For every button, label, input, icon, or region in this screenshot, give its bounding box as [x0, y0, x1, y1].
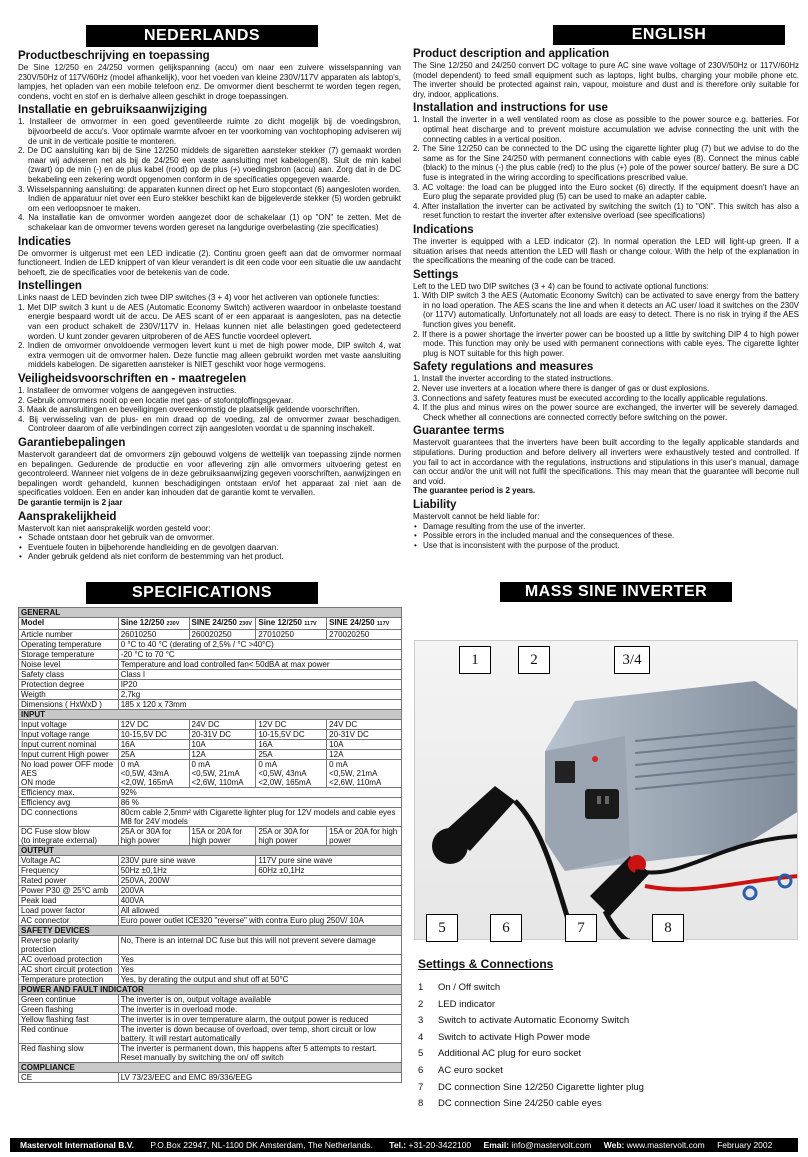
list-item: 4 Switch to activate High Power mode: [418, 1031, 591, 1043]
spec-cell: Weigth: [19, 690, 119, 700]
spec-row: [19, 618, 402, 630]
list-item: 2. Gebruik omvormers nooit op een locatie met gas- of stofontploffingsgevaar.: [18, 395, 294, 405]
spec-row: [19, 1005, 402, 1015]
spec-row: [19, 1015, 402, 1025]
spec-row: [19, 798, 402, 808]
spec-row: [19, 690, 402, 700]
spec-cell: 12A: [327, 750, 402, 760]
list-item: 2. The Sine 12/250 can be connected to the DC using the cigarette lighter plug (7) but we advise to do the same as for the Sine 24/250 with permanent connections with cable eyes (8). Connect the minus cable (black) to the minus (-) the plus cable (red) to the plus (+) pole of the power source/ battery. Be sure a DC fuse is integrated in the wiring according to specifications prescribed value.: [413, 144, 799, 182]
list-item: • Schade ontstaan door het gebruik van de omvormer.: [18, 533, 401, 543]
spec-row: [19, 640, 402, 650]
spec-cell: 80cm cable 2,5mm² with Cigarette lighter plug for 12V models and cable eyes M8 for 24V models: [118, 808, 401, 827]
list-item: 3. Connections and safety features must be executed according to the locally applicable regulations.: [413, 393, 768, 403]
spec-cell: 27010250: [256, 630, 327, 640]
en-title-bar: ENGLISH: [553, 25, 785, 45]
settings-connections-heading: Settings & Connections: [418, 957, 554, 971]
spec-cell: Load power factor: [19, 906, 119, 916]
footer-web[interactable]: www.mastervolt.com: [626, 1140, 705, 1150]
spec-cell: The inverter is in over temperature alarm, the output power is reduced: [118, 1015, 401, 1025]
spec-cell: No load power OFF mode AES ON mode: [19, 760, 119, 788]
spec-cell: [118, 618, 189, 630]
spec-cell: Yes: [118, 955, 401, 965]
spec-row: [19, 730, 402, 740]
spec-cell: Green continue: [19, 995, 119, 1005]
en-desc-heading: Product description and application: [413, 48, 610, 60]
list-item: 4. Na installatie kan de omvormer worden aangezet door de schakelaar (1) op "ON" te zetten. Met de schakelaar kan de omvormer tevens worden gereset na langdurige overbelasting (zie specificaties): [18, 213, 401, 232]
spec-cell: COMPLIANCE: [19, 1063, 402, 1073]
spec-cell: AC connector: [19, 916, 119, 926]
spec-cell: AC overload protection: [19, 955, 119, 965]
spec-row: [19, 650, 402, 660]
spec-cell: Article number: [19, 630, 119, 640]
spec-row: [19, 866, 402, 876]
callout-2: 2: [518, 646, 550, 674]
spec-row: [19, 670, 402, 680]
list-item: 3. Wisselspanning aansluiting: de apparaten kunnen direct op het Euro stopcontact (6) aangesloten worden. Indien de apparatuur niet over een Euro stekker beschikt kan de bijgeleverde stekker (5) worden gebruikt om een verloopsnoer te maken.: [18, 184, 401, 213]
spec-cell: 250VA, 200W: [118, 876, 401, 886]
spec-cell: Reverse polarity protection: [19, 936, 119, 955]
spec-cell: 20-31V DC: [327, 730, 402, 740]
spec-cell: Safety class: [19, 670, 119, 680]
spec-cell: Input current nominal: [19, 740, 119, 750]
on-off-switch-icon: [555, 761, 575, 783]
en-install-list: [413, 115, 799, 221]
footer-email[interactable]: info@mastervolt.com: [511, 1140, 592, 1150]
spec-cell: 15A or 20A for high power: [189, 827, 256, 846]
spec-cell: Euro power outlet ICE320 "reverse" with contra Euro plug 250V/ 10A: [118, 916, 401, 926]
footer-tel: +31-20-3422100: [408, 1140, 472, 1150]
footer-company: Mastervolt International B.V.: [20, 1140, 134, 1150]
callout-7: 7: [565, 914, 597, 942]
spec-cell: 16A: [256, 740, 327, 750]
list-item: 1. Installeer de omvormer in een goed geventileerde ruimte zo dicht mogelijk bij de voedingsbron, bijvoorbeeld de accu's. Voor optimale warmte afvoer en ter voorkoming van vochtophoping adviseren wij de unit in de verticale positie te monteren.: [18, 117, 401, 146]
list-item: 1. With DIP switch 3 the AES (Automatic Economy Switch) can be activated to save energy from the battery in no load operation. The AES scans the line and when it detects an AC user/ load it switches on the 230V (or 117V) automatically. Unfortunately not all loads are easy to detect. There is no risk in trying if the AES function gives you benefit.: [413, 291, 799, 330]
spec-cell: Input voltage range: [19, 730, 119, 740]
spec-cell: 25A: [118, 750, 189, 760]
spec-row: [19, 660, 402, 670]
spec-title-bar: SPECIFICATIONS: [86, 582, 318, 604]
spec-cell: 92%: [118, 788, 401, 798]
list-item: • Damage resulting from the use of the inverter.: [413, 522, 799, 532]
spec-cell: CE: [19, 1073, 119, 1083]
list-item: • Eventuele fouten in bijbehorende handleiding en de gevolgen daarvan.: [18, 543, 401, 553]
spec-row: [19, 975, 402, 985]
spec-cell: Temperature protection: [19, 975, 119, 985]
footer-address: P.O.Box 22947, NL-1100 DK Amsterdam, The Netherlands.: [150, 1140, 373, 1150]
spec-row: [19, 710, 402, 720]
spec-cell: DC connections: [19, 808, 119, 827]
nl-guarantee-heading: Garantiebepalingen: [18, 437, 126, 449]
nl-desc-heading: Productbeschrijving en toepassing: [18, 50, 210, 62]
model-name: SINE 24/250: [191, 618, 237, 627]
nl-settings-heading: Instellingen: [18, 280, 82, 293]
list-item: 2. De DC aansluiting kan bij de Sine 12/250 middels de sigaretten aansteker stekker (7) gemaakt worden maar wij adviseren net als bij de 24/250 een vaste aansluiting met kabelogen(8). Sluit de min kabel (zwart) op de min (-) en de plus kabel (rood) op de plus (+) voedingsbron (accu) aan. Zorg dat in de DC bekabeling een zekering wordt opgenomen conform in de specificaties opgegeven waarde.: [18, 146, 401, 184]
spec-cell: 20-31V DC: [189, 730, 256, 740]
nl-desc-text: De Sine 12/250 en 24/250 vormen gelijkspanning (accu) om naar een zuivere wisselspanning van 230V/50Hz of 117V/60Hz (model afhankelijk), voor het voeden van kleine 230V/117V apparaten als labtop's, lampjes, het opladen van een mobile telefoon enz. De omvormer dient beschermt te worden tegen regen, condens, vocht en stof en is derhalve alleen geschikt in droge toepassingen.: [18, 63, 401, 101]
nl-liability-text: Mastervolt kan niet aansprakelijk worden gesteld voor:: [18, 523, 211, 533]
spec-cell: Storage temperature: [19, 650, 119, 660]
footer-email-label: Email:: [483, 1140, 510, 1150]
spec-cell: Yellow flashing fast: [19, 1015, 119, 1025]
callout-6: 6: [490, 914, 522, 942]
spec-cell: INPUT: [19, 710, 402, 720]
spec-cell: 0 mA <0,5W, 43mA <2,0W, 165mA: [256, 760, 327, 788]
model-voltage: 117V: [376, 621, 390, 627]
euro-socket-icon: [585, 789, 619, 819]
spec-cell: 2,7kg: [118, 690, 401, 700]
spec-cell: POWER AND FAULT INDICATOR: [19, 985, 402, 995]
spec-cell: 0 mA <0,5W, 43mA <2,0W, 165mA: [118, 760, 189, 788]
settings-connections-list: [418, 980, 798, 1113]
model-voltage: 117V: [304, 621, 317, 627]
spec-cell: 24V DC: [327, 720, 402, 730]
spec-cell: Voltage AC: [19, 856, 119, 866]
list-item: 1. Installeer de omvormer volgens de aangegeven instructies.: [18, 386, 237, 396]
spec-cell: Yes: [118, 965, 401, 975]
spec-cell: Noise level: [19, 660, 119, 670]
list-item: 2. Never use inverters at a location where there is danger of gas or dust explosions.: [413, 384, 710, 394]
spec-row: [19, 808, 402, 827]
model-voltage: 230V: [166, 621, 180, 627]
model-voltage: 230V: [239, 621, 252, 627]
en-indications-text: The inverter is equipped with a LED indicator (2). In normal operation the LED will light-up green. If a situation arises that needs attention the LED will flash or change colour. With the help of the explanation in the specifications the meaning of the code can be traced.: [413, 236, 799, 266]
model-name: SINE 24/250: [329, 618, 375, 627]
en-desc-text: The Sine 12/250 and 24/250 convert DC voltage to pure AC sine wave voltage of 230V/50Hz or 117V/60Hz (model dependent) to feed small equipment such as laptops, light bulbs, charging your mobile phone etc. The inverter should be protected against rain, vapour, moisture and dust and is therefore only suitable for dry, indoor, applications.: [413, 61, 799, 99]
spec-cell: 24V DC: [189, 720, 256, 730]
spec-row: [19, 896, 402, 906]
spec-cell: The inverter is on, output voltage available: [118, 995, 401, 1005]
spec-cell: [327, 618, 402, 630]
spec-cell: -20 °C to 70 °C: [118, 650, 401, 660]
spec-cell: Power P30 @ 25°C amb: [19, 886, 119, 896]
spec-cell: 10A: [189, 740, 256, 750]
spec-row: [19, 720, 402, 730]
spec-row: [19, 965, 402, 975]
en-settings-text: Left to the LED two DIP switches (3 + 4) can be found to activate optional functions:: [413, 281, 709, 291]
spec-row: [19, 740, 402, 750]
list-item: 4. Bij verwisseling van de plus- en min draad op de voeding, zal de omvormer zwaar beschadigen. Controleer daarom of alle verbindingen correct zijn aangesloten voordat u de spanning inschakelt.: [18, 414, 401, 434]
spec-cell: 260020250: [189, 630, 256, 640]
model-name: Sine 12/250: [120, 618, 165, 627]
spec-cell: 12V DC: [118, 720, 189, 730]
spec-row: [19, 856, 402, 866]
spec-cell: Dimensions ( HxWxD ): [19, 700, 119, 710]
spec-cell: 25A or 30A for high power: [118, 827, 189, 846]
spec-cell: 0 mA <0,5W, 21mA <2,6W, 110mA: [189, 760, 256, 788]
spec-cell: SAFETY DEVICES: [19, 926, 402, 936]
spec-cell: Temperature and load controlled fan< 50dBA at max power: [118, 660, 401, 670]
en-liability-list: [413, 522, 799, 551]
spec-cell: 26010250: [118, 630, 189, 640]
footer-bar: [10, 1138, 798, 1152]
spec-row: [19, 916, 402, 926]
spec-cell: 50Hz ±0,1Hz: [118, 866, 256, 876]
list-item: 4. After installation the inverter can be activated by switching the switch (1) to "ON". This switch has also a reset function to restart the inverter after extensive overload (see specifications): [413, 201, 799, 221]
nl-liability-list: [18, 533, 401, 562]
en-guarantee-text: Mastervolt guarantees that the inverters have been built according to the legally applicable standards and stipulations. During production and before delivery all inverters were exhaustively tested and controlled. If you fail to act in accordance with the regulations, instructions and stipulations in this user's manual, damage can occur and/or the unit will not fulfil the specifications. This may mean that the guarantee will become null and void.: [413, 438, 799, 486]
spec-row: [19, 1044, 402, 1063]
spec-cell: 25A: [256, 750, 327, 760]
callout-8: 8: [652, 914, 684, 942]
spec-cell: 0 °C to 40 °C (derating of 2,5% / °C >40°C): [118, 640, 401, 650]
spec-row: [19, 827, 402, 846]
en-settings-list: [413, 291, 799, 358]
spec-cell: All allowed: [118, 906, 401, 916]
spec-cell: Efficiency max.: [19, 788, 119, 798]
spec-cell: Class I: [118, 670, 401, 680]
spec-cell: 86 %: [118, 798, 401, 808]
list-item: 3 Switch to activate Automatic Economy Switch: [418, 1015, 630, 1027]
list-item: 5 Additional AC plug for euro socket: [418, 1048, 582, 1060]
led-indicator-icon: [592, 756, 598, 762]
nl-indications-text: De omvormer is uitgerust met een LED indicatie (2). Continu groen geeft aan dat de omvormer normaal functioneert. Indien de LED knippert of van kleur verandert is dit een code voor een situatie die uw aandacht behoeft, zie de specificaties voor de betekenis van de code.: [18, 248, 401, 277]
spec-row: [19, 926, 402, 936]
spec-cell: 12A: [189, 750, 256, 760]
spec-cell: IP20: [118, 680, 401, 690]
spec-cell: DC Fuse slow blow (to integrate external): [19, 827, 119, 846]
spec-cell: The inverter is down because of overload, over temp, short circuit or low battery. It will restart automatically: [118, 1025, 401, 1044]
list-item: 6 AC euro socket: [418, 1064, 503, 1076]
spec-cell: Yes, by derating the output and shut off at 50°C: [118, 975, 401, 985]
spec-cell: 60Hz ±0,1Hz: [256, 866, 402, 876]
nl-guarantee-period: De garantie termijn is 2 jaar: [18, 497, 123, 507]
spec-cell: AC short circuit protection: [19, 965, 119, 975]
spec-row: [19, 680, 402, 690]
spec-row: [19, 995, 402, 1005]
spec-cell: LV 73/23/EEC and EMC 89/336/EEG: [118, 1073, 401, 1083]
spec-row: [19, 985, 402, 995]
inverter-photo: [414, 640, 798, 940]
nl-guarantee-text: Mastervolt garandeert dat de omvormers zijn gebouwd volgens de wettelijk van toepassing zijnde normen en bepalingen. Gedurende de productie en voor aflevering zijn alle omvormers uitvoering getest en gecontroleerd. Wanneer niet volgens de in deze gebruiksaanwijzing gegeven voorschriften, aanwijzingen en bepalingen wordt gehandeld, kunnen beschadigingen ontstaan en/of het apparaat zal niet aan de specificaties voldoen. Een en ander kan inhouden dat de garantie komt te vervallen.: [18, 450, 401, 498]
spec-cell: Model: [19, 618, 119, 630]
spec-cell: Input current High power: [19, 750, 119, 760]
nl-settings-text: Links naast de LED bevinden zich twee DIP switches (3 + 4) voor het activeren van optionele functies:: [18, 293, 380, 303]
spec-row: [19, 750, 402, 760]
spec-row: [19, 700, 402, 710]
footer-tel-label: Tel.:: [389, 1140, 407, 1150]
nl-install-list: [18, 117, 401, 232]
list-item: • Possible errors in the included manual and the consequences of these.: [413, 531, 799, 541]
nl-settings-list: [18, 303, 401, 370]
spec-row: [19, 955, 402, 965]
callout-3-4: 3/4: [614, 646, 650, 674]
spec-cell: 400VA: [118, 896, 401, 906]
spec-cell: 230V pure sine wave: [118, 856, 256, 866]
spec-cell: Green flashing: [19, 1005, 119, 1015]
list-item: 1. Install the inverter in a well ventilated room as close as possible to the power source e.g. batteries. For optimal heat discharge and to prevent moisture accumulation we advise connecting the unit with the connecting cables in a vertical position.: [413, 115, 799, 144]
list-item: 1 On / Off switch: [418, 982, 501, 993]
spec-cell: GENERAL: [19, 608, 402, 618]
en-guarantee-period: The guarantee period is 2 years.: [413, 486, 536, 496]
spec-row: [19, 876, 402, 886]
spec-cell: 10A: [327, 740, 402, 750]
spec-row: [19, 1063, 402, 1073]
spec-cell: Peak load: [19, 896, 119, 906]
nl-indications-heading: Indicaties: [18, 235, 72, 248]
en-settings-heading: Settings: [413, 268, 459, 281]
spec-cell: 185 x 120 x 73mm: [118, 700, 401, 710]
list-item: 2 LED indicator: [418, 998, 496, 1010]
en-indications-heading: Indications: [413, 223, 474, 236]
spec-cell: Red continue: [19, 1025, 119, 1044]
model-name: Sine 12/250: [258, 618, 302, 627]
list-item: 1. Install the inverter according to the stated instructions.: [413, 374, 614, 384]
spec-row: [19, 788, 402, 798]
list-item: 3. AC voltage: the load can be plugged into the Euro socket (6) directly. If the equipment doesn't have an Euro plug the separate provided plug (5) can be used to make an adapter cable.: [413, 182, 799, 202]
spec-table: [18, 607, 402, 1083]
spec-cell: [256, 618, 327, 630]
spec-cell: Protection degree: [19, 680, 119, 690]
nl-column: [18, 25, 401, 562]
nl-install-heading: Installatie en gebruiksaanwijziging: [18, 104, 208, 117]
list-item: 8 DC connection Sine 24/250 cable eyes: [418, 1098, 602, 1110]
spec-row: [19, 1025, 402, 1044]
mass-title-bar: MASS SINE INVERTER: [500, 582, 732, 602]
spec-cell: 10-15,5V DC: [256, 730, 327, 740]
footer-date: February 2002: [717, 1140, 773, 1150]
callout-5: 5: [426, 914, 458, 942]
nl-safety-list: [18, 386, 401, 434]
spec-row: [19, 1073, 402, 1083]
en-liability-text: Mastervolt cannot be held liable for:: [413, 511, 540, 521]
spec-cell: OUTPUT: [19, 846, 402, 856]
spec-cell: 16A: [118, 740, 189, 750]
spec-cell: 270020250: [327, 630, 402, 640]
spec-cell: Input voltage: [19, 720, 119, 730]
spec-row: [19, 846, 402, 856]
spec-cell: The inverter is permanent down, this happens after 5 attempts to restart. Reset manually by switching the on/ off switch: [118, 1044, 401, 1063]
spec-row: [19, 630, 402, 640]
spec-row: [19, 906, 402, 916]
list-item: • Use that is inconsistent with the purpose of the product.: [413, 541, 799, 551]
spec-cell: Operating temperature: [19, 640, 119, 650]
footer-web-label: Web:: [603, 1140, 625, 1150]
list-item: 2. If there is a power shortage the inverter power can be boosted up a little by switching DIP 4 to high power mode. This function may only be used with permanent connections with cable eyes. The cigarette lighter plug is NOT suitable for this high power.: [413, 329, 799, 358]
spec-table-wrap: [18, 607, 402, 1083]
spec-cell: 12V DC: [256, 720, 327, 730]
spec-cell: 10-15,5V DC: [118, 730, 189, 740]
spec-cell: Frequency: [19, 866, 119, 876]
nl-title-bar: NEDERLANDS: [86, 25, 318, 47]
spec-cell: 25A or 30A for high power: [256, 827, 327, 846]
spec-cell: 117V pure sine wave: [256, 856, 402, 866]
en-guarantee-heading: Guarantee terms: [413, 425, 505, 438]
spec-cell: 15A or 20A for high power: [327, 827, 402, 846]
spec-cell: The inverter is in overload mode.: [118, 1005, 401, 1015]
list-item: • Ander gebruik geldend als niet conform de bestemming van het product.: [18, 552, 401, 562]
spec-cell: [189, 618, 256, 630]
list-item: 1. Met DIP switch 3 kunt u de AES (Automatic Economy Switch) activeren waardoor in onbelaste toestand energie bespaard wordt uit de accu. De AES scant of er een apparaat is aangesloten, pas na detectie van een product schakelt de 230V/117V in. Helaas kunnen niet alle belastingen goed gedetecteerd worden. U kunt zonder gevaren uitproberen of de AES functie voordeel oplevert.: [18, 302, 401, 341]
nl-liability-heading: Aansprakelijkheid: [18, 510, 117, 523]
list-item: 7 DC connection Sine 12/250 Cigarette lighter plug: [418, 1081, 644, 1093]
spec-cell: Red flashing slow: [19, 1044, 119, 1063]
inverter-illustration: [415, 641, 798, 940]
en-liability-heading: Liability: [413, 498, 457, 511]
list-item: 3. Maak de aansluitingen en beveiligingen overeenkomstig de plaatselijk geldende voorschriften.: [18, 405, 360, 415]
spec-row: [19, 886, 402, 896]
en-safety-heading: Safety regulations and measures: [413, 361, 594, 374]
spec-row: [19, 760, 402, 788]
spec-row: [19, 936, 402, 955]
list-item: 2. Indien de omvormer onvoldoende vermogen levert kunt u met de high power mode, DIP switch 4, wat extra vermogen uit de omvormer halen. Deze functie mag alleen gebruikt worden met vaste aansluiting middels kabelogen. De sigaretten aansteker is NIET geschikt voor hoge vermogens.: [18, 341, 401, 370]
spec-cell: 200VA: [118, 886, 401, 896]
callout-1: 1: [459, 646, 491, 674]
en-column: [413, 25, 799, 550]
spec-cell: Rated power: [19, 876, 119, 886]
nl-safety-heading: Veiligheidsvoorschriften en - maatregelen: [18, 373, 247, 386]
spec-cell: 0 mA <0,5W, 21mA <2,6W, 110mA: [327, 760, 402, 788]
spec-cell: Efficiency avg: [19, 798, 119, 808]
en-safety-list: [413, 374, 799, 422]
spec-row: [19, 608, 402, 618]
en-install-heading: Installation and instructions for use: [413, 102, 608, 115]
list-item: 4. If the plus and minus wires on the power source are exchanged, the inverter will be severely damaged. Check whether all connections are connected correctly before switching on the power.: [413, 403, 799, 422]
spec-cell: No, There is an internal DC fuse but this will not prevent severe damage: [118, 936, 401, 955]
